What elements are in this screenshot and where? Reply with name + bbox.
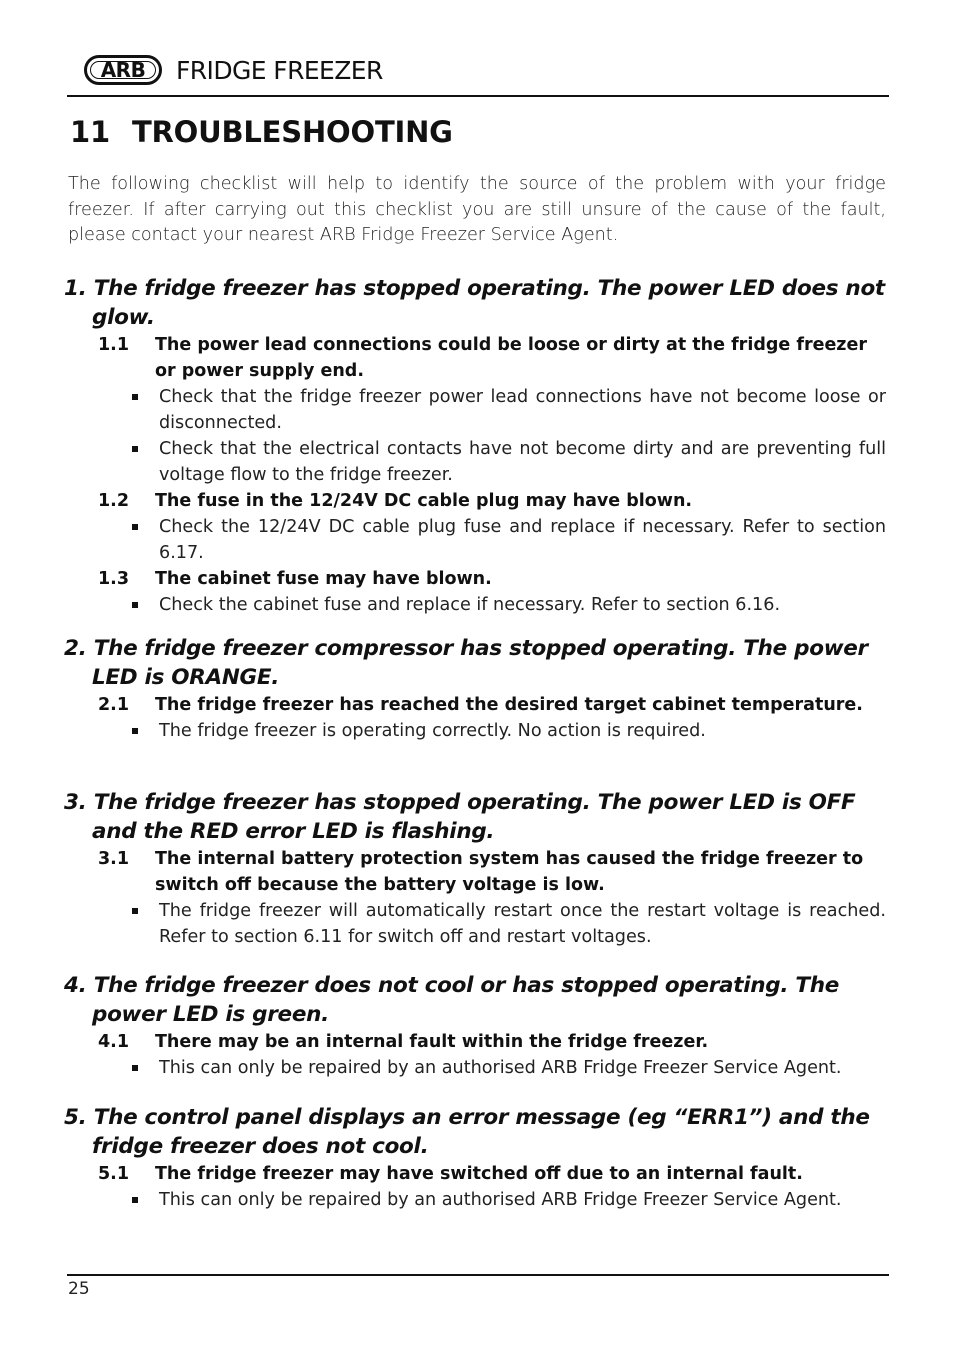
header-divider <box>67 95 889 97</box>
chapter-number: 11 <box>70 115 110 149</box>
troubleshooting-section-4 <box>64 971 886 1081</box>
footer-divider <box>67 1274 889 1276</box>
troubleshooting-section-5 <box>64 1103 886 1213</box>
subsection-number: 1.2 <box>98 491 130 511</box>
section-heading: 5. The control panel displays an error message (eg “ERR1”) and the fridge freezer does not cool. <box>64 1105 870 1159</box>
logo-text: ARB <box>100 58 146 82</box>
subsection-text: The cabinet fuse may have blown. <box>155 569 492 589</box>
subsection-1-2 <box>64 488 886 514</box>
subsection-text: The power lead connections could be loose or dirty at the fridge freezer or power supply end. <box>155 335 867 381</box>
intro-paragraph: The following checklist will help to identify the source of the problem with your fridge freezer. If after carrying out this checklist you are still unsure of the cause of the fault, please contact your nearest ARB Fridge Freezer Service Agent. <box>68 174 886 246</box>
subsection-number: 3.1 <box>98 849 130 869</box>
page-number: 25 <box>68 1279 90 1299</box>
arb-logo <box>84 55 162 85</box>
subsection-1-1 <box>64 332 886 384</box>
troubleshooting-section-2 <box>64 634 886 744</box>
subsection-number: 5.1 <box>98 1164 130 1184</box>
header-title: FRIDGE FREEZER <box>176 55 383 85</box>
list-item: Check the cabinet fuse and replace if necessary. Refer to section 6.16. <box>64 592 886 618</box>
list-item: Check that the fridge freezer power lead connections have not become loose or disconnected. <box>64 384 886 436</box>
subsection-number: 1.1 <box>98 335 130 355</box>
page-header <box>84 52 383 88</box>
subsection-number: 4.1 <box>98 1032 130 1052</box>
list-item: This can only be repaired by an authorised ARB Fridge Freezer Service Agent. <box>64 1055 886 1081</box>
section-heading: 4. The fridge freezer does not cool or has stopped operating. The power LED is green. <box>64 973 840 1027</box>
troubleshooting-section-3 <box>64 788 886 950</box>
subsection-number: 2.1 <box>98 695 130 715</box>
list-item: The fridge freezer is operating correctly. No action is required. <box>64 718 886 744</box>
subsection-text: The fuse in the 12/24V DC cable plug may have blown. <box>155 491 693 511</box>
list-item: Check the 12/24V DC cable plug fuse and replace if necessary. Refer to section 6.17. <box>64 514 886 566</box>
chapter-title: TROUBLESHOOTING <box>131 115 453 149</box>
section-heading: 1. The fridge freezer has stopped operating. The power LED does not glow. <box>64 276 885 330</box>
section-heading: 2. The fridge freezer compressor has stopped operating. The power LED is ORANGE. <box>64 636 868 690</box>
subsection-text: The fridge freezer may have switched off due to an internal fault. <box>155 1164 803 1184</box>
list-item: Check that the electrical contacts have not become dirty and are preventing full voltage flow to the fridge freezer. <box>64 436 886 488</box>
subsection-3-1 <box>64 846 886 898</box>
subsection-number: 1.3 <box>98 569 130 589</box>
subsection-1-3 <box>64 566 886 592</box>
troubleshooting-section-1 <box>64 274 886 618</box>
subsection-5-1 <box>64 1161 886 1187</box>
subsection-text: The fridge freezer has reached the desired target cabinet temperature. <box>155 695 863 715</box>
subsection-2-1 <box>64 692 886 718</box>
list-item: The fridge freezer will automatically restart once the restart voltage is reached. Refer to section 6.11 for switch off and restart voltages. <box>64 898 886 950</box>
subsection-text: The internal battery protection system has caused the fridge freezer to switch off because the battery voltage is low. <box>155 849 864 895</box>
subsection-text: There may be an internal fault within the fridge freezer. <box>155 1032 709 1052</box>
subsection-4-1 <box>64 1029 886 1055</box>
page-title <box>70 117 453 149</box>
section-heading: 3. The fridge freezer has stopped operating. The power LED is OFF and the RED error LED is flashing. <box>64 790 856 844</box>
list-item: This can only be repaired by an authorised ARB Fridge Freezer Service Agent. <box>64 1187 886 1213</box>
